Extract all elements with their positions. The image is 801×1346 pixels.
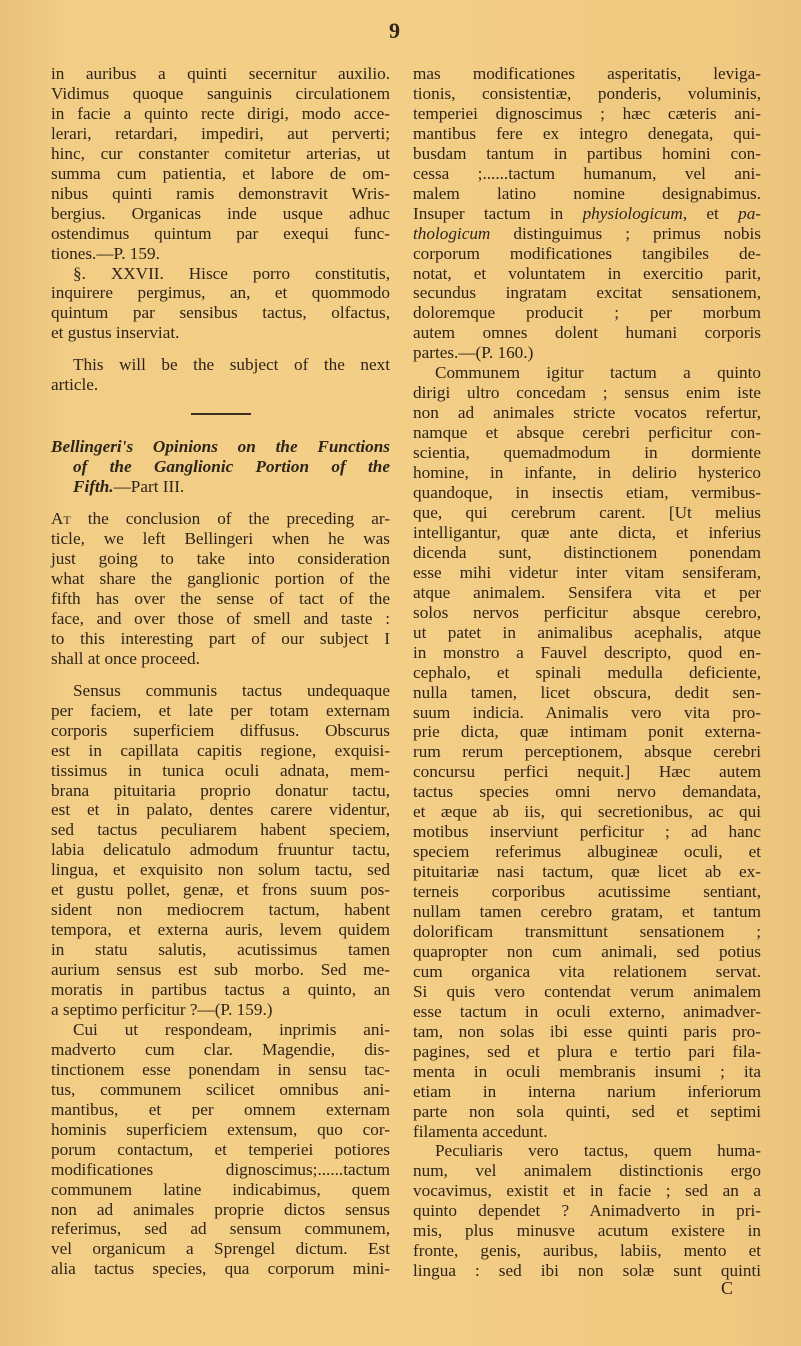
text-line: corporum modificationes tangibiles de- bbox=[413, 243, 761, 263]
text-line: cessa ;......tactum humanum, vel ani- bbox=[413, 163, 761, 183]
text-line: que, qui cerebrum carent. [Ut melius bbox=[413, 502, 761, 522]
text-line: Cui ut respondeam, inprimis ani- bbox=[73, 1019, 390, 1039]
text-line: prie dicta, quæ intimam ponit externa- bbox=[413, 722, 761, 742]
text-line: pituitariæ nasi tactum, quæ licet ab ex- bbox=[413, 862, 761, 882]
text-line: Sensus communis tactus undequaque bbox=[73, 680, 390, 700]
text-line: mantibus, et per omnem externam bbox=[51, 1099, 390, 1119]
heading-part: —Part III. bbox=[113, 477, 185, 497]
text-line: tionis, consistentiæ, ponderis, voluminis, bbox=[413, 83, 761, 103]
text-line: mas modificationes asperitatis, leviga- bbox=[413, 64, 761, 83]
text-line: porum contactum, et temperiei potiores bbox=[51, 1139, 390, 1159]
text-line: non ad animales stricte vocatos refertur, bbox=[413, 403, 761, 423]
text-line: quapropter non cum animali, sed potius bbox=[413, 941, 761, 961]
text-line: num, vel animalem distinctionis ergo bbox=[413, 1161, 761, 1181]
text-line: what share the ganglionic portion of the bbox=[51, 568, 390, 588]
text-line: ticle, we left Bellingeri when he was bbox=[51, 529, 390, 549]
italic-term: thologicum bbox=[413, 223, 491, 243]
text-line: sident non mediocrem tactum, habent bbox=[51, 900, 390, 920]
text-line: est et in palato, dentes carere videntur, bbox=[51, 800, 390, 820]
text-line: aurium sensus est sub morbo. Sed me- bbox=[51, 960, 390, 980]
text-line: vel organicum a Sprengel dictum. Est bbox=[51, 1239, 390, 1259]
dropcap: At bbox=[51, 509, 71, 529]
text-line: menta in oculi membranis insumi ; ita bbox=[413, 1061, 761, 1081]
italic-term: physiologicum bbox=[582, 203, 683, 223]
section-divider bbox=[191, 413, 251, 415]
text-line: tissimus in tunica oculi adnata, mem- bbox=[51, 760, 390, 780]
text-line: alia tactus species, qua corporum mini- bbox=[51, 1259, 390, 1279]
text-line: tinctionem esse ponendam in sensu tac- bbox=[51, 1059, 390, 1079]
text-line: temperiei dignoscimus ; hæc cæteris ani- bbox=[413, 103, 761, 123]
text-line: communem latine indicabimus, quem bbox=[51, 1179, 390, 1199]
paragraph-peculiaris bbox=[413, 1141, 761, 1281]
text-line: tiones.—P. 159. bbox=[51, 243, 160, 263]
text-line: corporis superficiem diffusus. Obscurus bbox=[51, 720, 390, 740]
text-line: intelligantur, quæ ante dicta, et inferius bbox=[413, 522, 761, 542]
paragraph-cui-ut bbox=[51, 1020, 390, 1279]
text-line: tam, non solas ibi esse quinti paris pro- bbox=[413, 1021, 761, 1041]
text-line: solos nervos perficitur absque cerebro, bbox=[413, 602, 761, 622]
text-line: referimus, sed ad sensum communem, bbox=[51, 1219, 390, 1239]
text-line: partes.—(P. 160.) bbox=[413, 343, 534, 363]
text-line: just going to take into consideration bbox=[51, 549, 390, 569]
text-line: madverto cum clar. Magendie, dis- bbox=[51, 1039, 390, 1059]
text-line: vocavimus, existit et in facie ; sed an a bbox=[413, 1181, 761, 1201]
text-line: cum organica vita relationem servat. bbox=[413, 961, 761, 981]
heading-fifth: Fifth. bbox=[73, 477, 114, 497]
text-line: est in capillata capitis regione, exquisi- bbox=[51, 740, 390, 760]
paragraph-sensus-communis bbox=[51, 681, 390, 1020]
text-line: homine, in infante, in delirio hysterico bbox=[413, 463, 761, 483]
text-line: fronte, genis, auribus, labiis, mento et bbox=[413, 1241, 761, 1261]
text-line: autem omnes dolent humani corporis bbox=[413, 323, 761, 343]
heading-line: of the Ganglionic Portion of the bbox=[73, 457, 390, 477]
text-line bbox=[413, 224, 761, 244]
left-column bbox=[51, 64, 390, 1279]
italic-term: pa- bbox=[738, 203, 762, 223]
text-line: sed tactus peculiarem habent speciem, bbox=[51, 820, 390, 840]
text-line: dirigi ultro concedam ; sensus enim iste bbox=[413, 383, 761, 403]
text-line: in statu salutis, acutissimus tamen bbox=[51, 940, 390, 960]
text-line: a septimo perficitur ?—(P. 159.) bbox=[51, 999, 273, 1019]
text-line: atque animalem. Sensifera vita et per bbox=[413, 582, 761, 602]
text-line: §. XXVII. Hisce porro constitutis, bbox=[73, 263, 390, 283]
text-line: article. bbox=[51, 375, 99, 395]
text-line: fifth has over the sense of tact of the bbox=[51, 588, 390, 608]
text-line: busdam tantum in partibus homini con- bbox=[413, 143, 761, 163]
page-number: 9 bbox=[389, 18, 400, 43]
text-line: summa cum patientia, et labore de om- bbox=[51, 163, 390, 183]
text-line: malem latino nomine designabimus. bbox=[413, 183, 761, 203]
text-line: doloremque producit ; per morbum bbox=[413, 303, 761, 323]
heading-line bbox=[51, 477, 390, 497]
text-line: mis, plus minusve acutum existere in bbox=[413, 1221, 761, 1241]
text-line: quinto dependet ? Animadverto in pri- bbox=[413, 1201, 761, 1221]
text-line: parte non sola quinti, sed et septimi bbox=[413, 1101, 761, 1121]
text-line: lerari, retardari, impediri, aut perverti; bbox=[51, 123, 390, 143]
paragraph-english-intro bbox=[51, 509, 390, 669]
text-line: scientia, quemadmodum in dormiente bbox=[413, 443, 761, 463]
text-line: Communem igitur tactum a quinto bbox=[435, 363, 761, 383]
text-line: tempora, et externa auris, levem quidem bbox=[51, 920, 390, 940]
text-line: et gustu pollet, genæ, et frons suum pos- bbox=[51, 880, 390, 900]
text-line: nullam tamen cerebro gratam, et tantum bbox=[413, 902, 761, 922]
text-line: labia delicatulo admodum fruuntur tactu, bbox=[51, 840, 390, 860]
text-line: shall at once proceed. bbox=[51, 648, 200, 668]
text-line: nibus quinti ramis demonstravit Wris- bbox=[51, 183, 390, 203]
text-line bbox=[413, 204, 761, 224]
text-line: dolorificam transmittunt sensationem ; bbox=[413, 921, 761, 941]
text-line: hinc, cur constanter comitetur arterias, ut bbox=[51, 143, 390, 163]
text-line: notat, et voluntatem in exercitio parit, bbox=[413, 263, 761, 283]
text-line: etiam in interna narium inferiorum bbox=[413, 1081, 761, 1101]
text-line: tactus species omni nervo demandata, bbox=[413, 782, 761, 802]
text-line: namque et absque cerebri perficitur con- bbox=[413, 423, 761, 443]
text-line bbox=[51, 509, 390, 529]
text-line: esse tactum in oculi externo, animadver- bbox=[413, 1001, 761, 1021]
text-fragment: Insuper tactum in bbox=[413, 203, 583, 223]
text-line: filamenta accedunt. bbox=[413, 1121, 548, 1141]
text-line: nulla tamen, licet obscura, dedit sen- bbox=[413, 682, 761, 702]
text-line: inquirere pergimus, an, et quommodo bbox=[51, 283, 390, 303]
text-line: lingua, et exquisito non solum tactu, sed bbox=[51, 860, 390, 880]
signature-mark: C bbox=[721, 1278, 734, 1298]
text-line: cephalo, et spinali medulla deficiente, bbox=[413, 662, 761, 682]
text-line: in monstro a Fauvel descripto, quod en- bbox=[413, 642, 761, 662]
paragraph-latin-continuation bbox=[51, 64, 390, 264]
paragraph-section-xxvii bbox=[51, 264, 390, 344]
text-line: brana pituitaria proprio donatur tactu, bbox=[51, 780, 390, 800]
text-line: per faciem, et late per totam externam bbox=[51, 700, 390, 720]
text-line: pagines, sed et plura e tertio pari fila- bbox=[413, 1041, 761, 1061]
text-line: quandoque, in insectis etiam, vermibus- bbox=[413, 483, 761, 503]
text-line: dicenda sunt, distinctionem ponendam bbox=[413, 542, 761, 562]
text-line: rum rerum perceptionem, absque cerebri bbox=[413, 742, 761, 762]
heading-line: Bellingeri's Opinions on the Functions bbox=[51, 437, 390, 457]
text-line: bergius. Organicas inde usque adhuc bbox=[51, 203, 390, 223]
text-line: Si quis vero contendat verum animalem bbox=[413, 981, 761, 1001]
text-line: in facie a quinto recte dirigi, modo acce- bbox=[51, 103, 390, 123]
text-line: ostendimus quintum par exequi func- bbox=[51, 223, 390, 243]
text-line: This will be the subject of the next bbox=[73, 355, 390, 375]
text-line: modificationes dignoscimus;......tactum bbox=[51, 1159, 390, 1179]
text-line: to this interesting part of our subject I bbox=[51, 628, 390, 648]
right-column bbox=[413, 64, 761, 1281]
text-fragment: distinguimus ; primus nobis bbox=[490, 223, 761, 243]
text-line: Vidimus quoque sanguinis circulationem bbox=[51, 83, 390, 103]
text-fragment: the conclusion of the preceding ar- bbox=[70, 509, 390, 529]
text-line: moratis in partibus tactus a quinto, an bbox=[51, 980, 390, 1000]
text-line: suum indicia. Animalis vero vita pro- bbox=[413, 702, 761, 722]
text-line: ut patet in animalibus acephalis, atque bbox=[413, 622, 761, 642]
text-line: Peculiaris vero tactus, quem huma- bbox=[435, 1141, 761, 1161]
text-line: quintum par sensibus tactus, olfactus, bbox=[51, 303, 390, 323]
text-line: motibus inserviunt perficitur ; ad hanc bbox=[413, 822, 761, 842]
article-heading bbox=[51, 437, 390, 497]
text-line: non ad animales proprie dictos sensus bbox=[51, 1199, 390, 1219]
text-line: face, and over those of smell and taste : bbox=[51, 608, 390, 628]
text-line: tus, communem scilicet omnibus ani- bbox=[51, 1079, 390, 1099]
text-line: et æque ab iis, qui secretionibus, ac qui bbox=[413, 802, 761, 822]
paragraph-minimas-modificationes bbox=[413, 64, 761, 363]
text-line: mantibus fere ex integro denegata, qui- bbox=[413, 123, 761, 143]
text-line: lingua : sed ibi non solæ sunt quinti bbox=[413, 1261, 761, 1281]
text-line: terneis corporibus acutissime sentiant, bbox=[413, 882, 761, 902]
paragraph-communem-igitur bbox=[413, 363, 761, 1141]
text-line: esse mihi videtur inter vitam sensiferam, bbox=[413, 562, 761, 582]
text-line: secundus ingratam excitat sensationem, bbox=[413, 283, 761, 303]
text-line: speciem referimus albugineæ oculi, et bbox=[413, 842, 761, 862]
text-line: et gustus inserviat. bbox=[51, 323, 180, 343]
paragraph-next-article bbox=[51, 355, 390, 395]
text-line: hominis superficiem extensum, quo cor- bbox=[51, 1119, 390, 1139]
text-fragment: , et bbox=[682, 203, 739, 223]
text-line: in auribus a quinti secernitur auxilio. bbox=[51, 64, 390, 83]
text-line: concursu perfici nequit.] Hæc autem bbox=[413, 762, 761, 782]
